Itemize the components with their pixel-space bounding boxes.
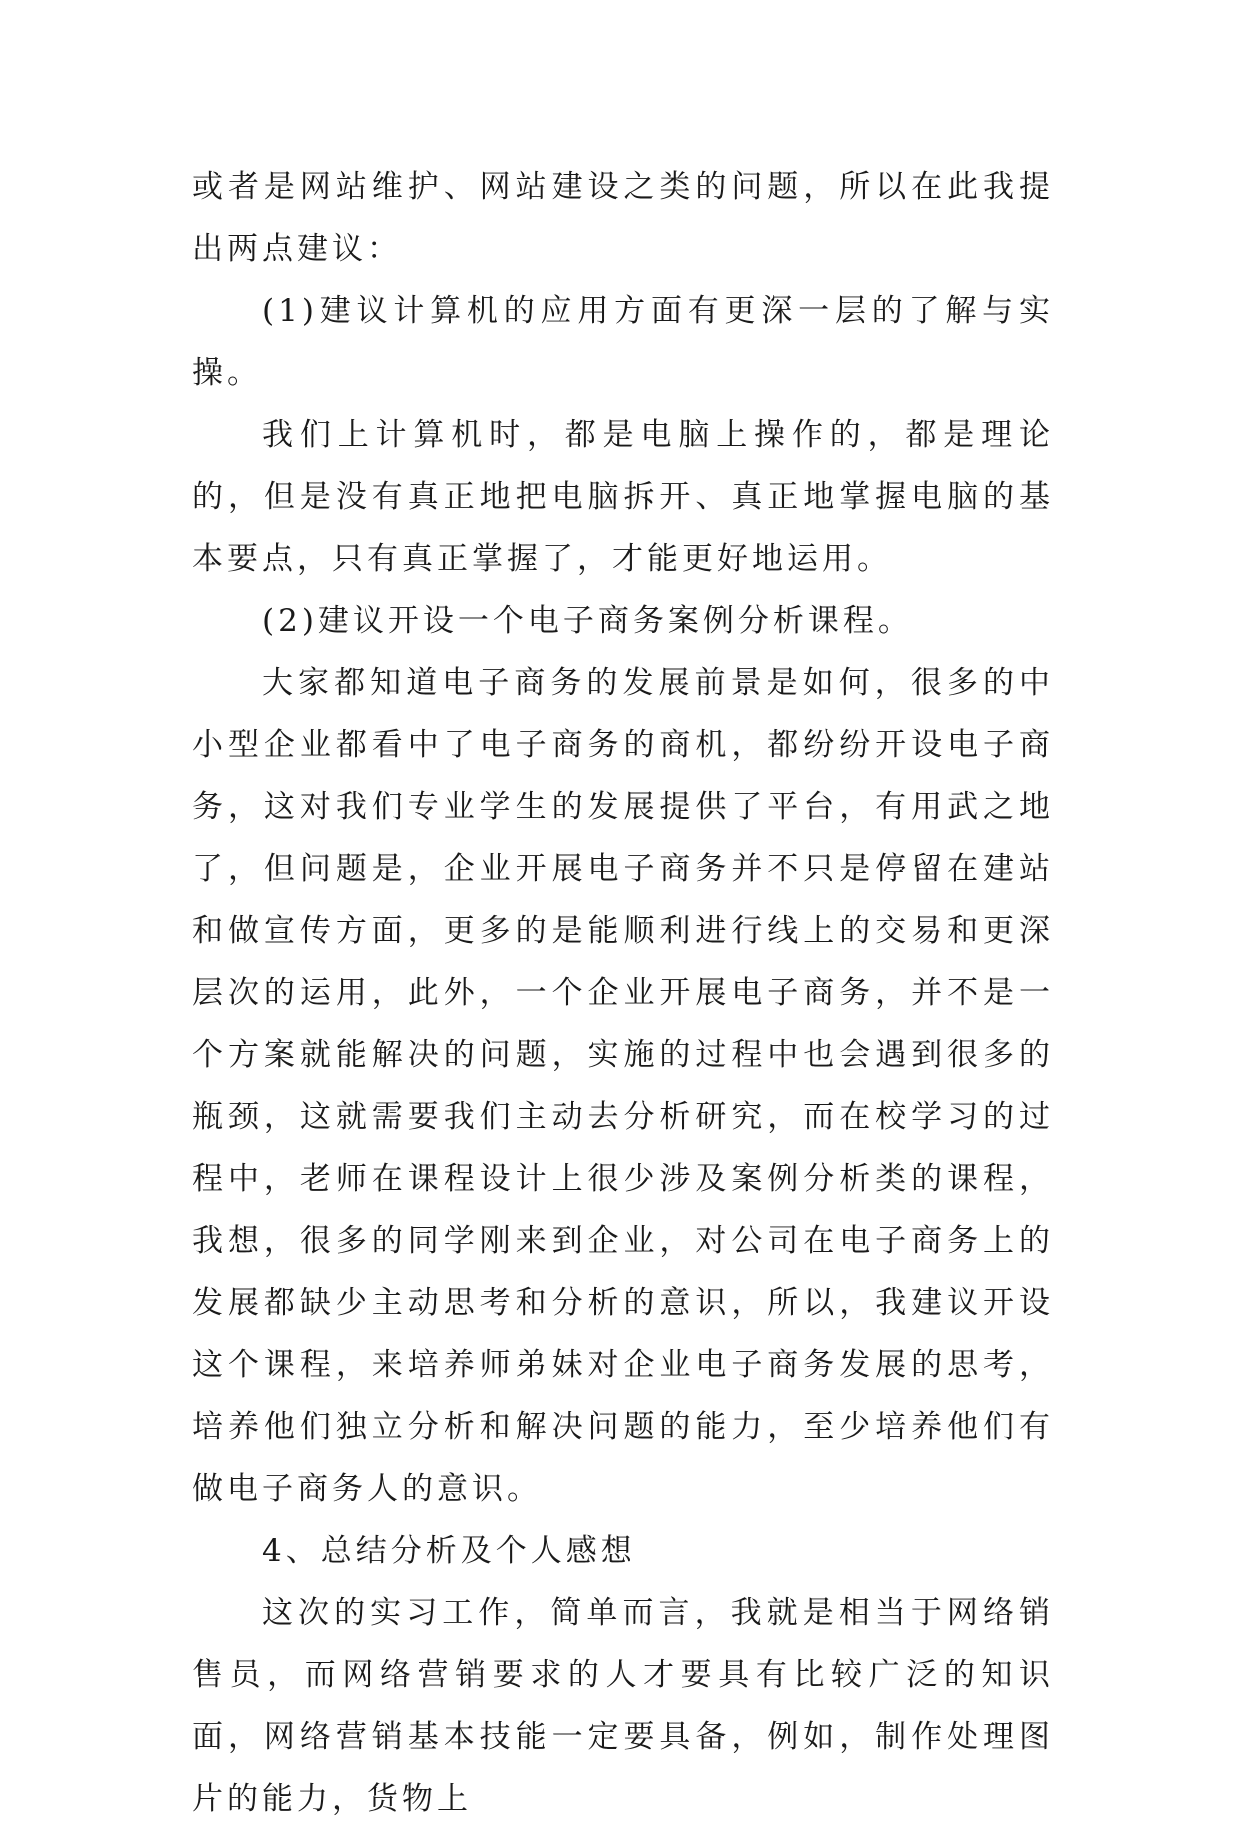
paragraph-continuation: 或者是网站维护、网站建设之类的问题，所以在此我提出两点建议： [192, 169, 1054, 267]
paragraph-suggestion-1-body: 我们上计算机时，都是电脑上操作的，都是理论的，但是没有真正地把电脑拆开、真正地掌握电脑的基本要点，只有真正掌握了，才能更好地运用。 [192, 417, 1054, 577]
section-heading-summary: 4、总结分析及个人感想 [262, 1533, 636, 1569]
paragraph-suggestion-1-heading: (1)建议计算机的应用方面有更深一层的了解与实操。 [192, 293, 1054, 391]
paragraph-summary-body: 这次的实习工作，简单而言，我就是相当于网络销售员，而网络营销要求的人才要具有比较广泛的知识面，网络营销基本技能一定要具备，例如，制作处理图片的能力，货物上 [192, 1595, 1054, 1817]
body-text [192, 156, 1054, 1830]
paragraph-suggestion-2-heading: (2)建议开设一个电子商务案例分析课程。 [262, 603, 913, 639]
paragraph-suggestion-2-body: 大家都知道电子商务的发展前景是如何，很多的中小型企业都看中了电子商务的商机，都纷纷开设电子商务，这对我们专业学生的发展提供了平台，有用武之地了，但问题是，企业开展电子商务并不只是停留在建站和做宣传方面，更多的是能顺利进行线上的交易和更深层次的运用，此外，一个企业开展电子商务，并不是一个方案就能解决的问题，实施的过程中也会遇到很多的瓶颈，这就需要我们主动去分析研究，而在校学习的过程中，老师在课程设计上很少涉及案例分析类的课程，我想，很多的同学刚来到企业，对公司在电子商务上的发展都缺少主动思考和分析的意识，所以，我建议开设这个课程，来培养师弟妹对企业电子商务发展的思考，培养他们独立分析和解决问题的能力，至少培养他们有做电子商务人的意识。 [192, 665, 1054, 1507]
